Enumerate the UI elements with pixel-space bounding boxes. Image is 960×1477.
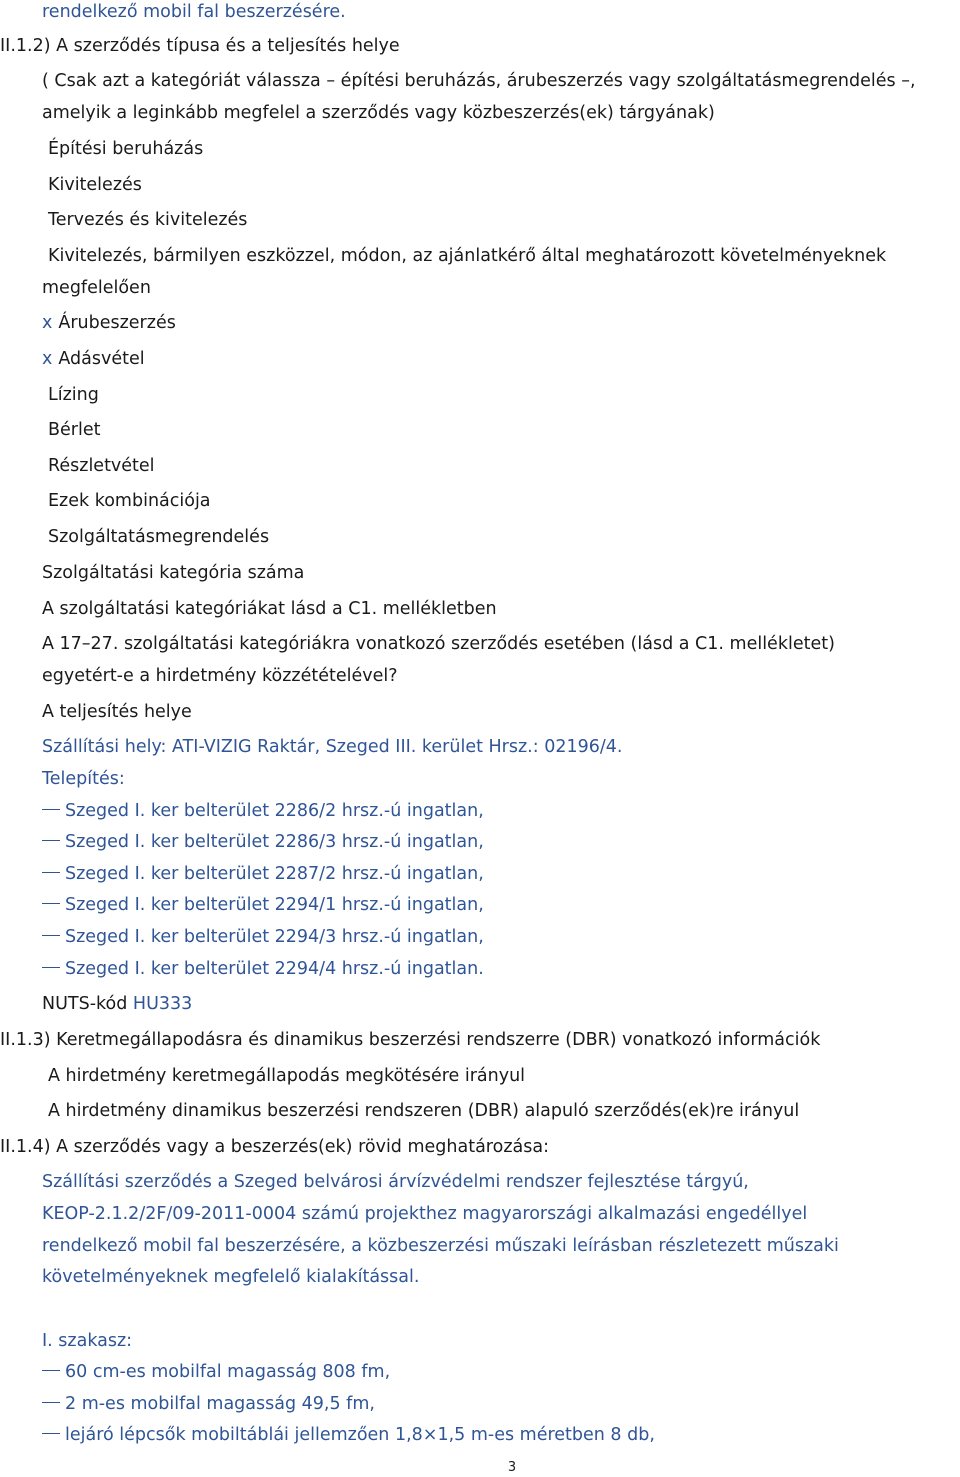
description-line-1: Szállítási szerződés a Szeged belvárosi árvízvédelmi rendszer fejlesztése tárgyú,	[42, 1172, 749, 1192]
kategoria-szama: Szolgáltatási kategória száma	[42, 563, 305, 583]
telepites-item: Szeged I. ker belterület 2294/4 hrsz.-ú ingatlan.	[42, 957, 484, 981]
option-kivitelezes-any-cont: megfelelően	[42, 278, 151, 298]
telepites-item: Szeged I. ker belterület 2287/2 hrsz.-ú ingatlan,	[42, 862, 484, 886]
option-label: Árubeszerzés	[58, 313, 176, 333]
option-kivitelezes: Kivitelezés	[48, 175, 142, 195]
dash-bullet	[42, 1370, 60, 1371]
check-mark: x	[42, 313, 53, 333]
option-label: Adásvétel	[58, 349, 145, 369]
telepites-item: Szeged I. ker belterület 2294/3 hrsz.-ú ingatlan,	[42, 925, 484, 949]
szallitasi-hely: Szállítási hely: ATI-VIZIG Raktár, Szeged III. kerület Hrsz.: 02196/4.	[42, 737, 623, 757]
instruction-line-1: ( Csak azt a kategóriát válassza – építési beruházás, árubeszerzés vagy szolgáltatásmegrendelés –,	[42, 71, 916, 91]
description-line-4: követelményeknek megfelelő kialakítással.	[42, 1267, 420, 1287]
dbr-option: A hirdetmény dinamikus beszerzési rendszeren (DBR) alapuló szerződés(ek)re irányul	[48, 1101, 800, 1121]
szakasz-item: 2 m-es mobilfal magasság 49,5 fm,	[42, 1392, 375, 1416]
telepites-item: Szeged I. ker belterület 2286/2 hrsz.-ú ingatlan,	[42, 799, 484, 823]
page-number: 3	[507, 1460, 517, 1475]
check-mark: x	[42, 349, 53, 369]
option-arubeszerzes	[42, 311, 176, 335]
kategoria-17-27-line-1: A 17–27. szolgáltatási kategóriákra vonatkozó szerződés esetében (lásd a C1. mellékletet)	[42, 634, 835, 654]
telepites-item: Szeged I. ker belterület 2286/3 hrsz.-ú ingatlan,	[42, 830, 484, 854]
nuts-kod	[42, 992, 192, 1016]
dash-bullet	[42, 1433, 60, 1434]
szakasz-item: 60 cm-es mobilfal magasság 808 fm,	[42, 1360, 390, 1384]
szakasz-item: lejáró lépcsők mobiltáblái jellemzően 1,8×1,5 m-es méretben 8 db,	[42, 1423, 655, 1447]
telepites-label: Telepítés:	[42, 769, 125, 789]
nuts-label: NUTS-kód	[42, 994, 128, 1014]
dash-bullet	[42, 809, 60, 810]
option-epitesi: Építési beruházás	[48, 139, 204, 159]
section-3-title: II.1.3) Keretmegállapodásra és dinamikus beszerzési rendszerre (DBR) vonatkozó információk	[0, 1030, 821, 1050]
szakasz-label: I. szakasz:	[42, 1331, 133, 1351]
option-tervezes: Tervezés és kivitelezés	[48, 210, 248, 230]
telepites-item: Szeged I. ker belterület 2294/1 hrsz.-ú ingatlan,	[42, 893, 484, 917]
section-2-title: II.1.2) A szerződés típusa és a teljesítés helye	[0, 36, 400, 56]
continued-text: rendelkező mobil fal beszerzésére.	[42, 2, 346, 22]
kategoria-17-27-line-2: egyetért-e a hirdetmény közzétételével?	[42, 666, 398, 686]
option-berlet: Bérlet	[48, 420, 101, 440]
description-line-3: rendelkező mobil fal beszerzésére, a közbeszerzési műszaki leírásban részletezett műszaki	[42, 1236, 839, 1256]
option-reszletvetel: Részletvétel	[48, 456, 155, 476]
instruction-line-2: amelyik a leginkább megfelel a szerződés vagy közbeszerzés(ek) tárgyának)	[42, 103, 715, 123]
dash-bullet	[42, 967, 60, 968]
keretmegallapodas-option: A hirdetmény keretmegállapodás megkötésére irányul	[48, 1066, 526, 1086]
nuts-value: HU333	[132, 994, 193, 1014]
section-4-title: II.1.4) A szerződés vagy a beszerzés(ek) rövid meghatározása:	[0, 1137, 549, 1157]
option-szolgaltatas: Szolgáltatásmegrendelés	[48, 527, 270, 547]
option-lizing: Lízing	[48, 385, 99, 405]
dash-bullet	[42, 1402, 60, 1403]
teljesites-helye-label: A teljesítés helye	[42, 702, 192, 722]
option-adasvetel	[42, 347, 145, 371]
dash-bullet	[42, 872, 60, 873]
dash-bullet	[42, 840, 60, 841]
lasd-c1: A szolgáltatási kategóriákat lásd a C1. mellékletben	[42, 599, 497, 619]
option-kivitelezes-any: Kivitelezés, bármilyen eszközzel, módon, az ajánlatkérő által meghatározott követelményeknek	[48, 246, 887, 266]
description-line-2: KEOP-2.1.2/2F/09-2011-0004 számú projekthez magyarországi alkalmazási engedéllyel	[42, 1204, 808, 1224]
dash-bullet	[42, 935, 60, 936]
option-kombinacio: Ezek kombinációja	[48, 491, 211, 511]
dash-bullet	[42, 903, 60, 904]
